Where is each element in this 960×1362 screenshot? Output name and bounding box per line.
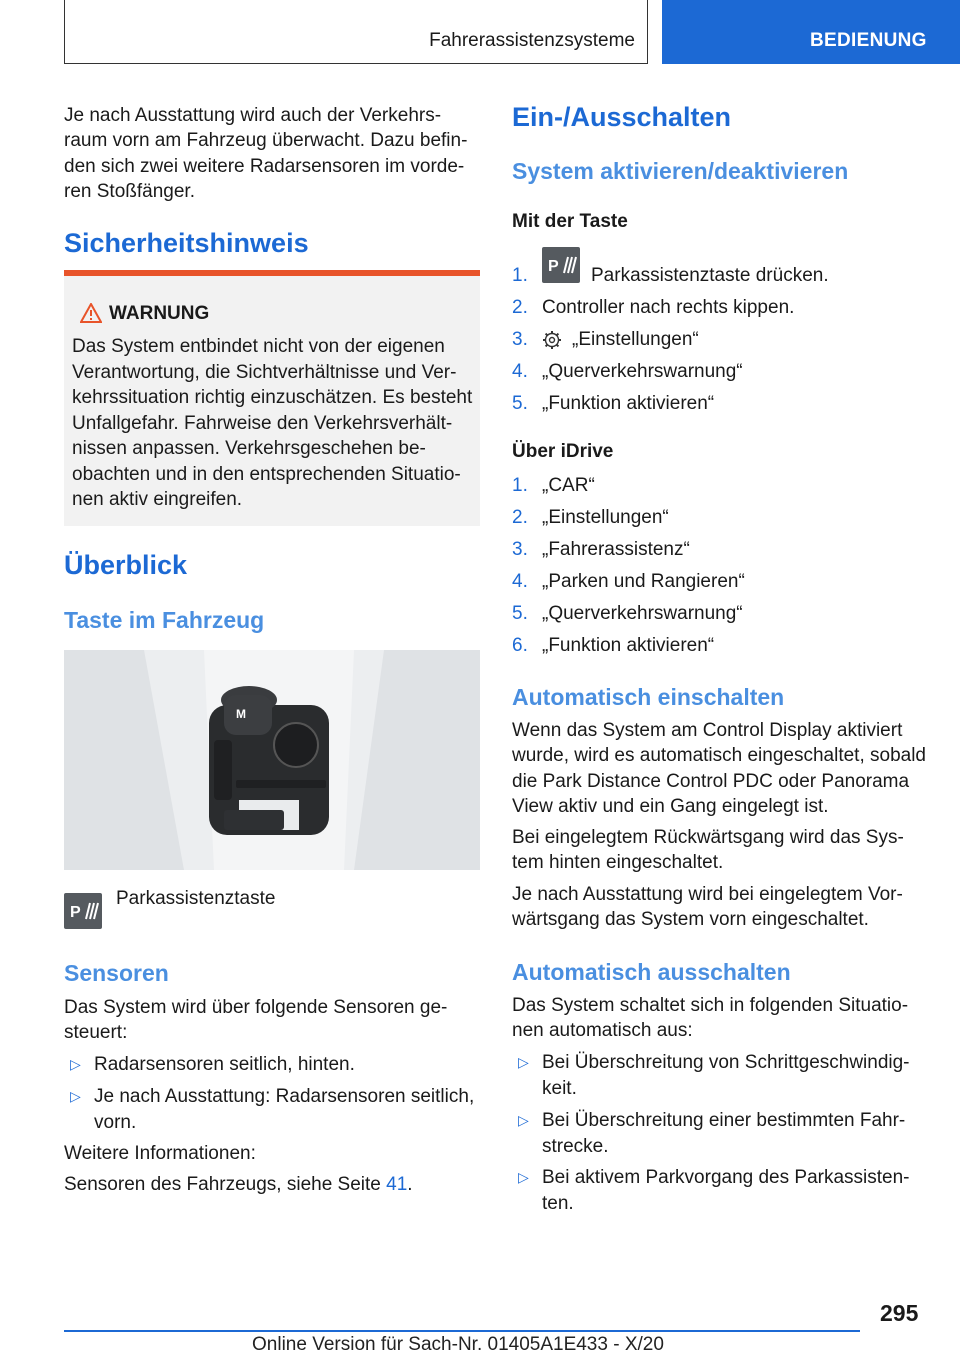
bullet-text: Bei aktivem Parkvorgang des Parkassisten‐ [542,1167,910,1188]
auto-off-bullet [512,1165,932,1216]
ref-suffix: . [407,1174,413,1195]
auto-off-line: Das System schaltet sich in folgenden Situatio‐ [512,995,909,1016]
step-number: 6. [512,635,528,656]
step-number: 1. [512,475,528,496]
auto-on-heading: Automatisch einschalten [512,684,785,710]
sensor-bullet [64,1052,480,1078]
safety-heading: Sicherheitshinweis [64,228,309,258]
step-number: 5. [512,603,528,624]
warning-title: WARNUNG [109,303,210,324]
bullet-text: Radarsensoren seitlich, hinten. [94,1054,355,1075]
svg-text:M: M [236,707,246,721]
step-text: „Fahrerassistenz“ [542,539,690,560]
auto-off-bullet [512,1108,932,1159]
auto-on-line: die Park Distance Control PDC oder Panorama [512,771,910,792]
bullet-text: Bei Überschreitung von Schrittgeschwindig‐ [542,1052,910,1073]
step-text: „Querverkehrswarnung“ [542,361,743,382]
intro-line-3: den sich zwei weitere Radarsensoren im vorde‐ [64,156,465,177]
step-text: „Funktion aktivieren“ [542,393,715,414]
warning-text [72,334,476,513]
footer-divider [64,1330,860,1332]
reverse-line: tem hinten eingeschaltet. [512,852,724,873]
reverse-line: Bei eingelegtem Rückwärtsgang wird das Sys‐ [512,827,904,848]
step-text: „CAR“ [542,475,595,496]
sensor-reference [64,1172,413,1198]
page-link[interactable]: 41 [386,1174,408,1195]
step-text: „Funktion aktivieren“ [542,635,715,656]
warning-line: Unfallgefahr. Fahrweise den Verkehrsverhält‐ [72,412,453,434]
step-text: „Einstellungen“ [542,507,669,528]
step-number: 4. [512,361,528,382]
page-number: 295 [880,1300,919,1326]
parking-assist-icon [542,247,580,283]
intro-line-4: ren Stoßfänger. [64,181,195,202]
triangle-bullet-icon: ▷ [70,1088,81,1104]
auto-off-bullet [512,1050,932,1101]
svg-text:P: P [548,258,559,275]
warning-line: nen aktiv eingreifen. [72,489,243,510]
triangle-bullet-icon: ▷ [518,1112,529,1128]
triangle-bullet-icon: ▷ [518,1054,529,1070]
triangle-bullet-icon: ▷ [70,1056,81,1072]
header-chapter-box [64,0,648,64]
button-heading: Taste im Fahrzeug [64,607,265,633]
auto-on-line: wurde, wird es automatisch eingeschaltet, sobald [512,745,927,766]
warning-icon [80,303,102,323]
step-text: „Parken und Rangieren“ [542,571,745,592]
bullet-text: ten. [542,1192,574,1214]
sensor-bullet [64,1084,480,1135]
bullet-text: strecke. [542,1135,609,1157]
on-off-heading: Ein-/Ausschalten [512,102,732,132]
warning-line: kehrssituation richtig einzuschätzen. Es besteht [72,387,473,408]
warning-line: obachten und in den entsprechenden Situatio‐ [72,463,461,485]
step-number: 2. [512,297,528,318]
step-number: 3. [512,539,528,560]
svg-text:P: P [70,904,81,921]
warning-box [64,270,480,526]
key-heading: Mit der Taste [512,211,628,232]
overview-heading: Überblick [64,550,188,580]
bullet-text: Je nach Ausstattung: Radarsensoren seitlich, [94,1086,475,1107]
activate-subheading: System aktivieren/deaktivieren [512,158,849,184]
auto-on-line: Wenn das System am Control Display aktiviert [512,720,903,741]
center-console-illustration [64,650,480,870]
bullet-text: vorn. [94,1111,137,1133]
step-number: 1. [512,265,528,286]
step-number: 2. [512,507,528,528]
auto-off-line: nen automatisch aus: [512,1020,693,1041]
header-chapter: Fahrerassistenzsysteme [429,30,635,51]
intro-line-1: Je nach Ausstattung wird auch der Verkehrs‐ [64,105,442,126]
sensors-line-2: steuert: [64,1022,128,1043]
header-section: BEDIENUNG [810,30,927,51]
sensors-line-1: Das System wird über folgende Sensoren ge‐ [64,997,448,1018]
ref-prefix: Sensoren des Fahrzeugs, siehe Seite [64,1174,387,1195]
idrive-heading: Über iDrive [512,441,614,462]
bullet-text: Bei Überschreitung einer bestimmten Fahr‐ [542,1110,906,1131]
warning-line: nissen anpassen. Verkehrsgeschehen be‐ [72,438,426,459]
bullet-text: keit. [542,1077,577,1099]
figure-caption: Parkassistenztaste [116,888,276,909]
step-text: Parkassistenztaste drücken. [591,265,829,286]
step-text: Controller nach rechts kippen. [542,297,795,318]
forward-line: Je nach Ausstattung wird bei eingelegtem Vor‐ [512,884,903,905]
step-number: 4. [512,571,528,592]
warning-line: Das System entbindet nicht von der eigenen [72,336,445,357]
step-number: 5. [512,393,528,414]
online-version: Online Version für Sach-Nr. 01405A1E433 - X/20 [252,1334,664,1355]
gear-icon [542,330,562,350]
triangle-bullet-icon: ▷ [518,1169,529,1185]
auto-on-line: View aktiv und ein Gang eingelegt ist. [512,796,829,817]
forward-line: wärtsgang das System vorn eingeschaltet. [512,909,869,930]
auto-off-heading: Automatisch ausschalten [512,959,791,985]
more-info: Weitere Informationen: [64,1143,256,1164]
step-number: 3. [512,329,528,350]
parking-assist-icon [64,893,102,929]
step-text: „Querverkehrswarnung“ [542,603,743,624]
intro-line-2: raum vorn am Fahrzeug überwacht. Dazu befin‐ [64,130,468,151]
center-console-image [64,650,480,870]
warning-line: Verantwortung, die Sichtverhältnisse und Ver‐ [72,361,457,383]
header-section-box [662,0,960,64]
step-text: „Einstellungen“ [572,329,699,350]
sensors-heading: Sensoren [64,960,169,986]
